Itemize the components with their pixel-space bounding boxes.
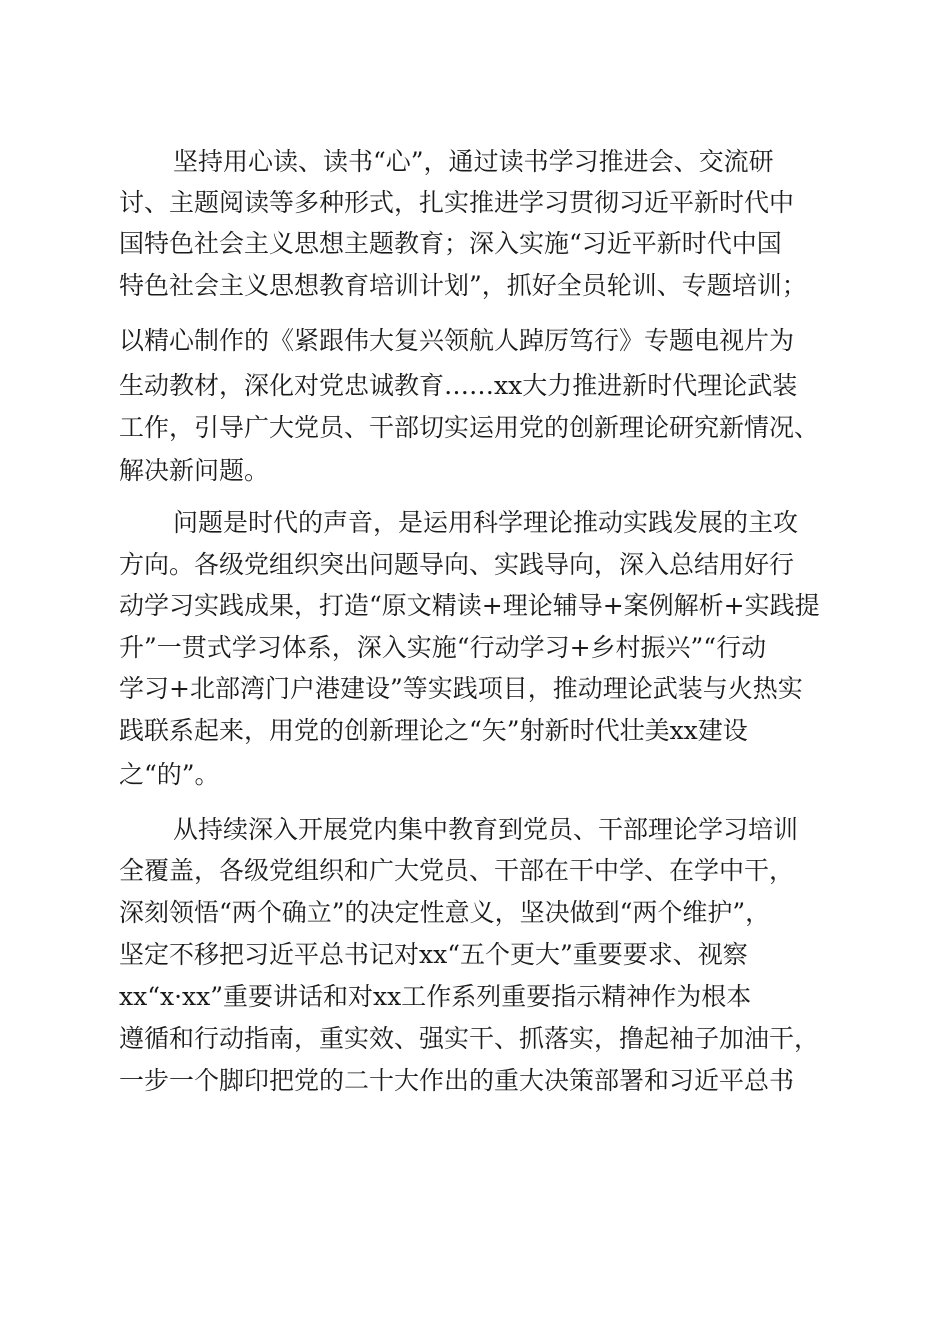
- paragraph-3-line-6: 遵循和行动指南，重实效、强实干、抓落实，撸起袖子加油干，: [119, 1024, 820, 1053]
- paragraph-2-line-3: 动学习实践成果，打造“原文精读+理论辅导+案例解析+实践提: [119, 591, 820, 620]
- paragraph-1-line-7: 工作，引导广大党员、干部切实运用党的创新理论研究新情况、: [119, 413, 820, 442]
- paragraph-1-line-5: 以精心制作的《紧跟伟大复兴领航人踔厉笃行》专题电视片为: [119, 326, 795, 355]
- paragraph-3-line-2: 全覆盖，各级党组织和广大党员、干部在干中学、在学中干，: [119, 856, 795, 885]
- paragraph-1-line-4: 特色社会主义思想教育培训计划”，抓好全员轮训、专题培训；: [119, 271, 807, 300]
- paragraph-2-line-6: 践联系起来，用党的创新理论之“矢”射新时代壮美xx建设: [119, 716, 748, 745]
- paragraph-3-line-7: 一步一个脚印把党的二十大作出的重大决策部署和习近平总书: [119, 1066, 795, 1095]
- paragraph-3-line-4: 坚定不移把习近平总书记对xx“五个更大”重要要求、视察: [119, 940, 748, 969]
- paragraph-2-line-1: 问题是时代的声音，是运用科学理论推动实践发展的主攻: [173, 508, 799, 537]
- paragraph-2-line-5: 学习+北部湾门户港建设”等实践项目，推动理论武装与火热实: [119, 674, 803, 703]
- paragraph-1-line-6: 生动教材，深化对党忠诚教育……xx大力推进新时代理论武装: [119, 371, 798, 400]
- paragraph-1-line-3: 国特色社会主义思想主题教育；深入实施“习近平新时代中国: [119, 229, 782, 258]
- paragraph-3-line-3: 深刻领悟“两个确立”的决定性意义，坚决做到“两个维护”，: [119, 898, 771, 927]
- paragraph-2-line-7: 之“的”。: [119, 760, 220, 789]
- paragraph-2-line-2: 方向。各级党组织突出问题导向、实践导向，深入总结用好行: [119, 550, 795, 579]
- paragraph-1-line-1: 坚持用心读、读书“心”，通过读书学习推进会、交流研: [173, 147, 774, 176]
- paragraph-1-line-8: 解决新问题。: [119, 456, 270, 485]
- paragraph-3-line-5: xx“x·xx”重要讲话和对xx工作系列重要指示精神作为根本: [119, 982, 752, 1011]
- paragraph-1-line-2: 讨、主题阅读等多种形式，扎实推进学习贯彻习近平新时代中: [119, 188, 795, 217]
- paragraph-3-line-1: 从持续深入开展党内集中教育到党员、干部理论学习培训: [173, 815, 799, 844]
- paragraph-2-line-4: 升”一贯式学习体系，深入实施“行动学习+乡村振兴”“行动: [119, 633, 767, 662]
